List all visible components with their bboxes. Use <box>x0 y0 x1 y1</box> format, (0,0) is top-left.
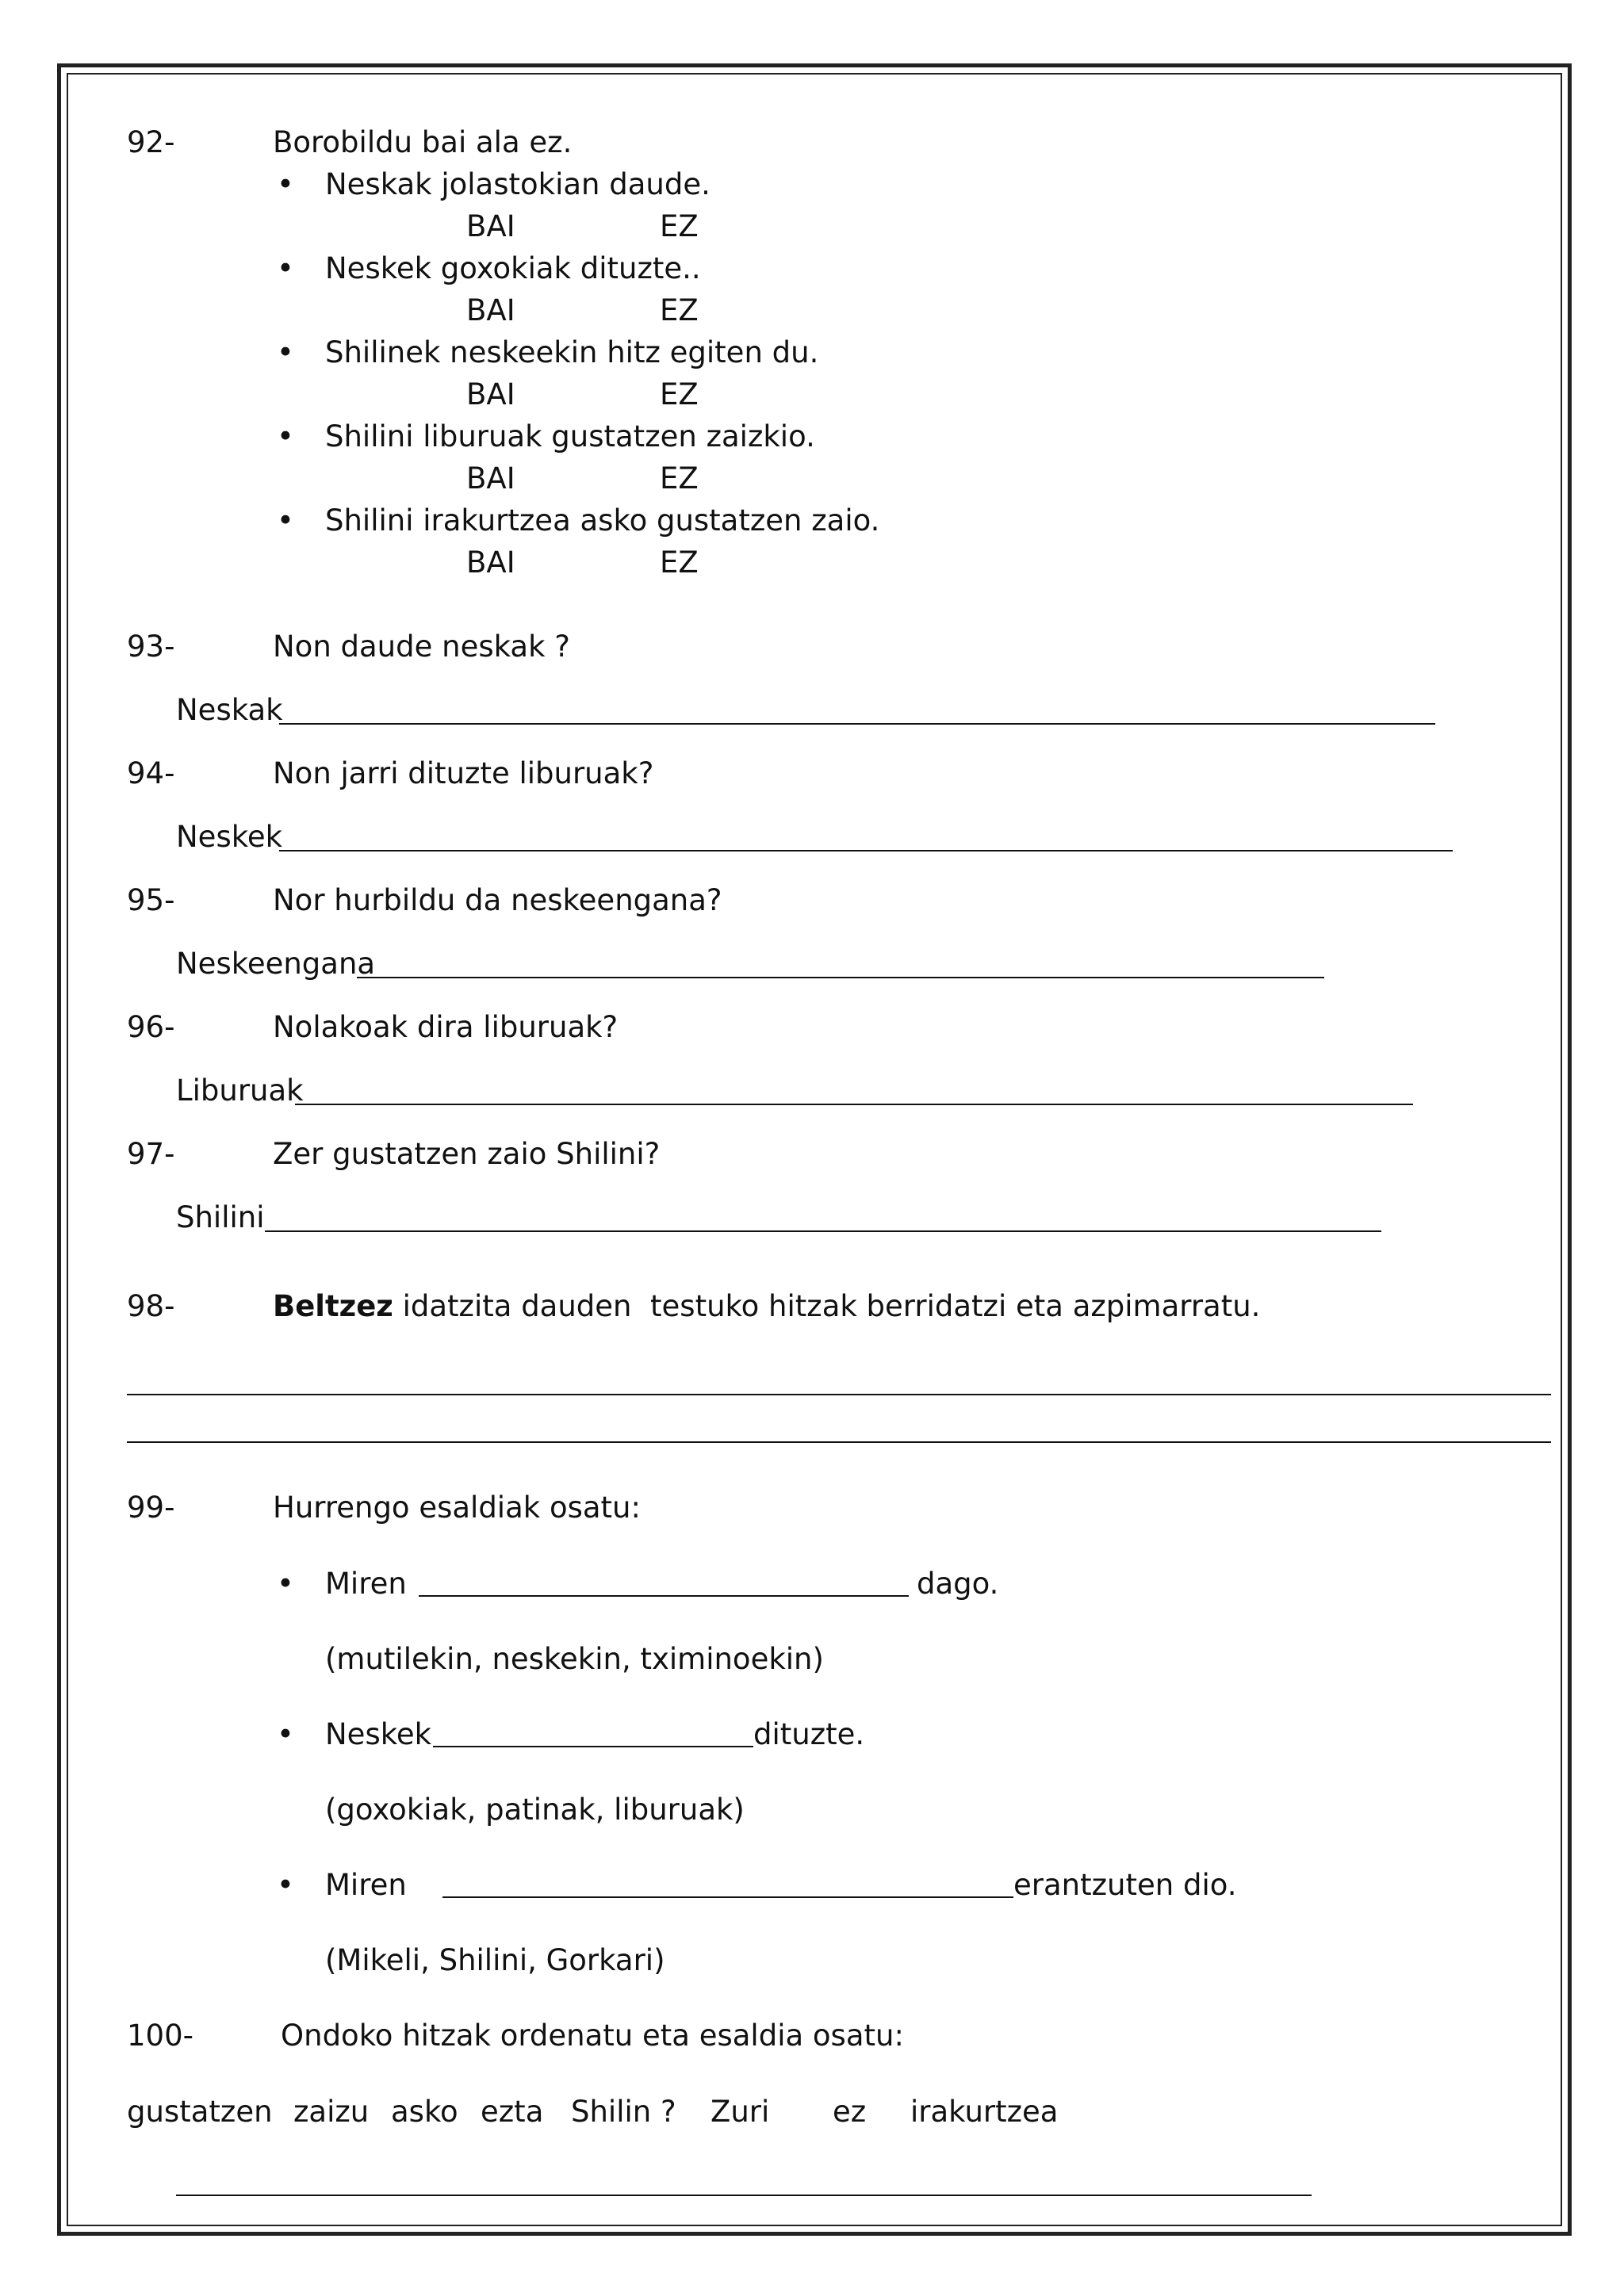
bullet-icon: • <box>277 419 294 453</box>
bullet-icon: • <box>277 503 294 538</box>
question-95-number: 95- <box>127 883 175 917</box>
fill-1-after: dago. <box>917 1567 999 1601</box>
word: asko <box>391 2095 458 2129</box>
bullet-icon: • <box>277 1868 294 1902</box>
word: ez <box>833 2095 867 2129</box>
statement-5: Shilini irakurtzea asko gustatzen zaio. <box>325 503 880 538</box>
fill-3-before: Miren <box>325 1868 407 1902</box>
fill-1-options: (mutilekin, neskekin, tximinoekin) <box>325 1642 824 1676</box>
yes-option-3[interactable]: BAI <box>466 377 515 411</box>
question-95-prompt: Nor hurbildu da neskeengana? <box>273 883 722 917</box>
answer-96-start: Liburuak <box>176 1073 304 1108</box>
statement-1: Neskak jolastokian daude. <box>325 167 710 201</box>
statement-2: Neskek goxokiak dituzte.. <box>325 251 701 285</box>
bullet-icon: • <box>277 1567 294 1601</box>
fill-1-blank[interactable] <box>419 1595 909 1597</box>
question-93-prompt: Non daude neskak ? <box>273 629 570 664</box>
question-98-number: 98- <box>127 1289 175 1323</box>
word: irakurtzea <box>910 2095 1059 2129</box>
fill-3-after: erantzuten dio. <box>1013 1868 1237 1902</box>
bold-word: Beltzez <box>273 1289 393 1323</box>
bullet-icon: • <box>277 1717 294 1751</box>
question-100-prompt: Ondoko hitzak ordenatu eta esaldia osatu: <box>281 2019 904 2053</box>
word: zaizu <box>293 2095 370 2129</box>
word: gustatzen <box>127 2095 273 2129</box>
question-99-prompt: Hurrengo esaldiak osatu: <box>273 1490 641 1525</box>
answer-95-start: Neskeengana <box>176 947 376 981</box>
fill-2-blank[interactable] <box>433 1746 753 1747</box>
answer-95-line[interactable] <box>357 977 1324 978</box>
question-93-number: 93- <box>127 629 175 664</box>
question-100-number: 100- <box>127 2019 193 2053</box>
answer-93-start: Neskak <box>176 693 283 727</box>
bullet-icon: • <box>277 251 294 285</box>
fill-3-blank[interactable] <box>442 1896 1013 1898</box>
no-option-2[interactable]: EZ <box>660 293 699 327</box>
yes-option-2[interactable]: BAI <box>466 293 515 327</box>
answer-98-line-2[interactable] <box>127 1441 1551 1443</box>
yes-option-4[interactable]: BAI <box>466 461 515 496</box>
fill-3-options: (Mikeli, Shilini, Gorkari) <box>325 1943 665 1977</box>
answer-100-line[interactable] <box>176 2195 1312 2196</box>
fill-2-before: Neskek <box>325 1717 432 1751</box>
statement-4: Shilini liburuak gustatzen zaizkio. <box>325 419 815 453</box>
question-96-prompt: Nolakoak dira liburuak? <box>273 1010 619 1044</box>
answer-93-line[interactable] <box>279 723 1435 725</box>
no-option-3[interactable]: EZ <box>660 377 699 411</box>
question-94-prompt: Non jarri dituzte liburuak? <box>273 756 654 790</box>
question-96-number: 96- <box>127 1010 175 1044</box>
word: Zuri <box>710 2095 770 2129</box>
question-94-number: 94- <box>127 756 175 790</box>
statement-3: Shilinek neskeekin hitz egiten du. <box>325 335 819 369</box>
answer-98-line-1[interactable] <box>127 1394 1551 1395</box>
question-98-prompt <box>273 1289 1260 1324</box>
bullet-icon: • <box>277 335 294 369</box>
question-97-number: 97- <box>127 1137 175 1171</box>
question-99-number: 99- <box>127 1490 175 1525</box>
answer-97-line[interactable] <box>265 1230 1381 1232</box>
no-option-1[interactable]: EZ <box>660 209 699 243</box>
question-92-prompt: Borobildu bai ala ez. <box>273 125 573 159</box>
fill-1-before: Miren <box>325 1567 407 1601</box>
answer-94-start: Neskek <box>176 820 283 854</box>
answer-94-line[interactable] <box>279 850 1453 851</box>
no-option-4[interactable]: EZ <box>660 461 699 496</box>
word: Shilin ? <box>571 2095 676 2129</box>
no-option-5[interactable]: EZ <box>660 545 699 580</box>
answer-96-line[interactable] <box>295 1104 1413 1105</box>
yes-option-5[interactable]: BAI <box>466 545 515 580</box>
question-98-prompt-rest: idatzita dauden testuko hitzak berridatzi eta azpimarratu. <box>393 1289 1261 1323</box>
question-97-prompt: Zer gustatzen zaio Shilini? <box>273 1137 661 1171</box>
fill-2-after: dituzte. <box>753 1717 865 1751</box>
bullet-icon: • <box>277 167 294 201</box>
word: ezta <box>481 2095 544 2129</box>
answer-97-start: Shilini <box>176 1200 265 1234</box>
question-92-number: 92- <box>127 125 175 159</box>
fill-2-options: (goxokiak, patinak, liburuak) <box>325 1793 745 1827</box>
yes-option-1[interactable]: BAI <box>466 209 515 243</box>
